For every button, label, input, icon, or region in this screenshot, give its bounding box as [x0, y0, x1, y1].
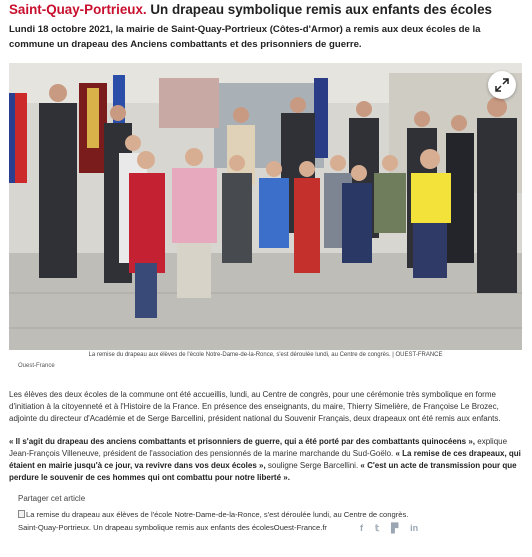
quote-1: « Il s'agit du drapeau des anciens combattants et prisonniers de guerre, qui a été porté par des combattants quinocéens »,: [9, 437, 476, 446]
article-lead: Lundi 18 octobre 2021, la mairie de Saint-Quay-Portrieux (Côtes-d'Armor) a remis aux deux écoles de la commune un drapeau des Anciens combattants et des prisonniers de guerre.: [9, 24, 481, 50]
quote-2: « La remise de ces drapeaux, qui étaient en mairie jusqu'à ce jour, va revivre dans vos deux écoles »,: [9, 449, 521, 470]
headline-place: Saint-Quay-Portrieux.: [9, 2, 147, 17]
linkedin-icon[interactable]: in: [410, 523, 419, 533]
flipboard-icon[interactable]: ▛: [391, 523, 399, 533]
photo-illustration: [9, 63, 522, 350]
share-label: Partager cet article: [18, 494, 86, 503]
article-headline: [9, 2, 524, 18]
headline-text: Un drapeau symbolique remis aux enfants des écoles: [150, 2, 492, 17]
article-photo[interactable]: [9, 63, 522, 350]
share-link-title[interactable]: Saint-Quay-Portrieux. Un drapeau symbolique remis aux enfants des écolesOuest-France.fr: [18, 523, 327, 532]
expand-photo-button[interactable]: [488, 71, 516, 99]
facebook-icon[interactable]: f: [360, 523, 363, 533]
paragraph-2-text-2: souligne Serge Barcellini.: [265, 461, 361, 470]
broken-image-icon: [18, 510, 25, 518]
article-paragraph-1: Les élèves des deux écoles de la commune ont été accueillis, lundi, au Centre de congrès, pour une cérémonie très symbolique en forme d'initiation à la citoyenneté et à l'Histoire de la France. En présence des enseignants, du maire, Thierry Simelière, de Françoise Le Brozec, adjointe du directeur d'Académie et de Serge Barcellini, président national du Souvenir Français, deux drapeaux ont été remis aux enfants.: [9, 390, 501, 423]
share-image-fallback[interactable]: [18, 510, 518, 520]
photo-caption: La remise du drapeau aux élèves de l'école Notre-Dame-de-la-Ronce, s'est déroulée lundi, au Centre de congrès. | OUEST-FRANCE: [88, 352, 443, 358]
share-icons: [360, 522, 418, 534]
paragraph-2-text-1: explique Jean-François Villeneuve, président de l'association des pensionnés de la marine marchande du Sud-Goëlo.: [9, 437, 508, 458]
quote-3: « C'est un acte de transmission pour que perdure le souvenir de ces hommes qui ont combattu pour notre liberté ».: [9, 461, 517, 482]
expand-icon: [495, 78, 509, 92]
share-image-alt: La remise du drapeau aux élèves de l'école Notre-Dame-de-la-Ronce, s'est déroulée lundi, au Centre de congrès.: [26, 510, 409, 519]
twitter-icon[interactable]: 𝕥: [375, 523, 380, 533]
photo-credit: Ouest-France: [18, 363, 55, 369]
article-paragraph-2: [9, 436, 522, 484]
